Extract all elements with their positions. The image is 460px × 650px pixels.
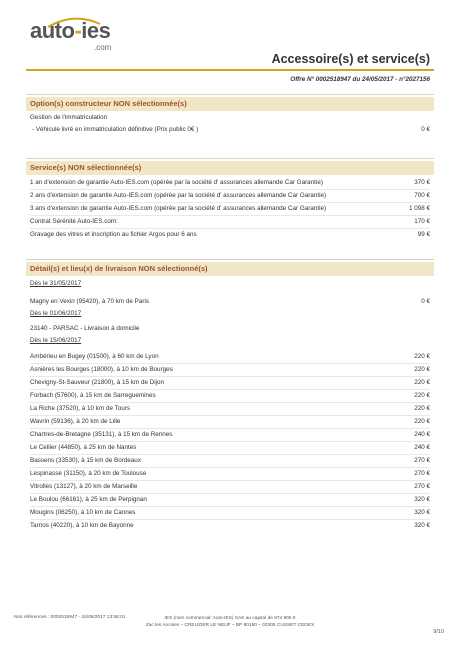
item-label: Contrat Sérénité Auto-IES.com: <box>30 218 118 225</box>
list-item <box>30 323 430 335</box>
item-label: Le Cellier (44850), à 25 km de Nantes <box>30 444 137 451</box>
list-item <box>30 364 430 376</box>
list-item <box>30 216 430 228</box>
item-price: 220 € <box>414 392 430 399</box>
list-item <box>30 190 430 202</box>
item-price: 270 € <box>414 483 430 490</box>
item-label: Vitrolles (13127), à 20 km de Marseille <box>30 483 138 490</box>
item-label: Bassens (33530), à 15 km de Bordeaux <box>30 457 141 464</box>
list-item <box>30 351 430 363</box>
item-price: 220 € <box>414 418 430 425</box>
list-item <box>30 507 430 519</box>
section-header-services <box>26 161 434 175</box>
list-item <box>30 468 430 480</box>
options-group <box>30 112 430 124</box>
page-number: 9/10 <box>433 629 444 635</box>
page-title: Accessoire(s) et service(s) <box>271 52 430 66</box>
item-price: 320 € <box>414 509 430 516</box>
delivery-date <box>30 335 430 347</box>
item-label: Mougins (06250), à 10 km de Cannes <box>30 509 136 516</box>
item-price: 220 € <box>414 379 430 386</box>
item-label: 23140 - PARSAC - Livraison à domicile <box>30 325 140 332</box>
item-label: Le Boulou (66161), à 25 km de Perpignan <box>30 496 147 503</box>
footer-company-info <box>140 615 320 629</box>
list-item <box>30 494 430 506</box>
item-price: 370 € <box>414 179 430 186</box>
item-label: Ambérieu en Bugey (01500), à 60 km de Lyon <box>30 353 159 360</box>
item-price: 700 € <box>414 192 430 199</box>
company-address: Zac les Ancises – CREUZIER LE NEUF – BP 80150 – 03305 CUSSET CEDEX <box>145 623 315 628</box>
list-item <box>30 442 430 454</box>
list-item <box>30 416 430 428</box>
list-item <box>30 177 430 189</box>
item-label: Asnières les Bourges (18000), à 10 km de Bourges <box>30 366 173 373</box>
section-header-options <box>26 97 434 111</box>
footer-reference: Nos références : 0002518947 - 24/05/2017 13:56:01 <box>14 615 126 620</box>
list-item <box>30 520 430 532</box>
item-price: 220 € <box>414 405 430 412</box>
item-price: 220 € <box>414 366 430 373</box>
logo-domain: .com <box>94 43 112 52</box>
item-price: 0 € <box>421 298 430 305</box>
item-label: La Riche (37520), à 10 km de Tours <box>30 405 130 412</box>
section-divider <box>26 94 434 95</box>
item-price: 0 € <box>421 126 430 133</box>
item-price: 240 € <box>414 431 430 438</box>
company-line: IES (nom commercial: Auto-IES) SAS au capital de 874 905 € <box>164 616 296 621</box>
item-price: 320 € <box>414 496 430 503</box>
date-label: Dès le 01/06/2017 <box>30 310 82 317</box>
section-divider <box>26 158 434 159</box>
logo-wordmark: auto-ies <box>30 18 111 43</box>
item-price: 220 € <box>414 353 430 360</box>
item-label: 2 ans d'extension de garantie Auto-IES.com (opérée par la société d' assurances allemande Car Garantie) <box>30 192 327 199</box>
item-label: 1 an d'extension de garantie Auto-IES.com (opérée par la société d' assurances allemande Car Garantie) <box>30 179 323 186</box>
item-label: Wavrin (59136), à 20 km de Lille <box>30 418 121 425</box>
list-item <box>30 429 430 441</box>
date-label: Dès le 31/05/2017 <box>30 280 82 287</box>
delivery-date <box>30 308 430 320</box>
item-price: 270 € <box>414 457 430 464</box>
list-item <box>30 203 430 215</box>
item-label: Forbach (57600), à 15 km de Sarreguemines <box>30 392 156 399</box>
item-label: Chevigny-St-Sauveur (21800), à 15 km de Dijon <box>30 379 165 386</box>
list-item <box>30 403 430 415</box>
list-item <box>30 124 430 136</box>
item-price: 170 € <box>414 218 430 225</box>
item-label: 3 ans d'extension de garantie Auto-IES.com (opérée par la société d' assurances allemande Car Garantie) <box>30 205 327 212</box>
item-label: Lespinasse (31150), à 20 km de Toulouse <box>30 470 147 477</box>
title-divider <box>26 69 434 71</box>
item-price: 270 € <box>414 470 430 477</box>
delivery-date <box>30 278 430 290</box>
section-title: Service(s) NON sélectionnée(s) <box>30 163 142 172</box>
date-label: Dès le 15/06/2017 <box>30 337 82 344</box>
offer-reference: Offre N° 0002518947 du 24/05/2017 - n°2027156 <box>290 76 430 83</box>
item-price: 99 € <box>417 231 430 238</box>
list-item <box>30 390 430 402</box>
item-label: Tarnos (40220), à 10 km de Bayonne <box>30 522 134 529</box>
section-title: Détail(s) et lieu(x) de livraison NON sélectionné(s) <box>30 264 208 273</box>
list-item <box>30 481 430 493</box>
list-item <box>30 229 430 241</box>
list-item <box>30 377 430 389</box>
item-label: Chartres-de-Bretagne (35131), à 15 km de Rennes <box>30 431 173 438</box>
section-divider <box>26 259 434 260</box>
list-item <box>30 455 430 467</box>
item-label: Magny en Vexin (95420), à 70 km de Paris <box>30 298 150 305</box>
auto-ies-logo <box>30 18 140 52</box>
section-title: Option(s) constructeur NON sélectionnée(s) <box>30 99 187 108</box>
group-label: Gestion de l'immatriculation <box>30 114 108 121</box>
item-price: 320 € <box>414 522 430 529</box>
item-price: 1 098 € <box>408 205 430 212</box>
section-header-delivery <box>26 262 434 276</box>
item-price: 240 € <box>414 444 430 451</box>
item-label: - Véhicule livré en immatriculation définitive (Prix public 0€ ) <box>32 126 199 133</box>
item-label: Gravage des vitres et inscription au fichier Argos pour 6 ans <box>30 231 197 238</box>
list-item <box>30 296 430 308</box>
